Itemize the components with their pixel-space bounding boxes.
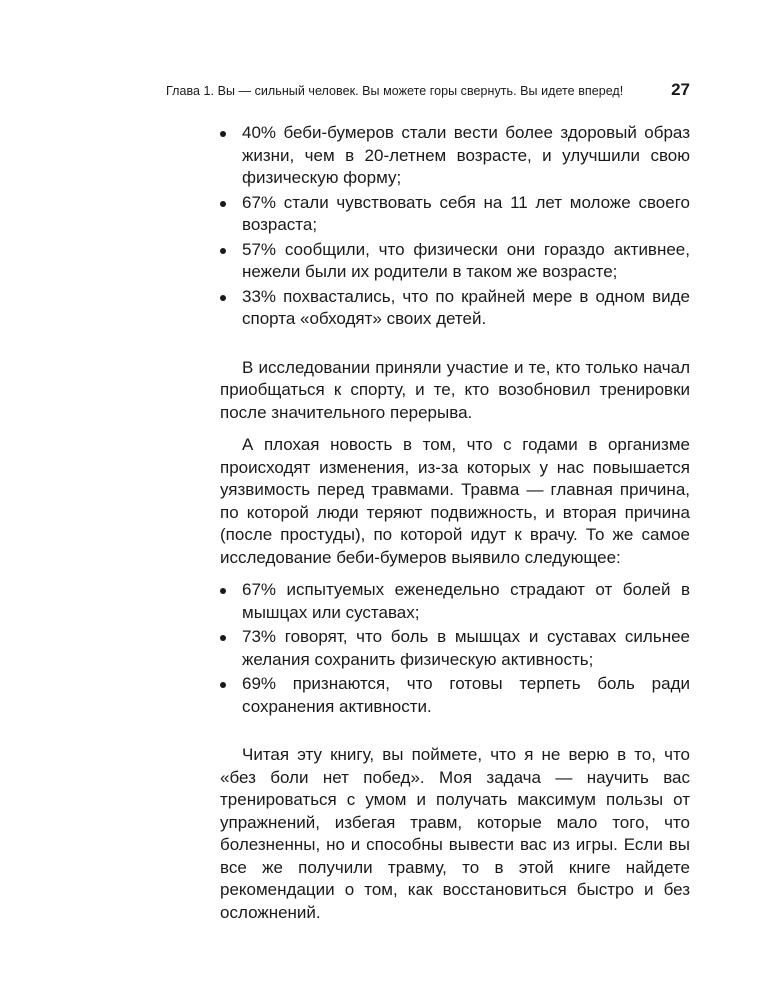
bullet-icon	[220, 588, 226, 594]
bullet-icon	[220, 131, 226, 137]
paragraph-book-purpose: Читая эту книгу, вы поймете, что я не верю в то, что «без боли нет побед». Моя задача — научить вас тренироваться с умом и получать максимум пользы от упражнений, избегая травм, которые мало того, что болезненны, но и способны вывести вас из игры. Если вы все же получили травму, то в этой книге найдете рекомендации о том, как восстановиться быстро и без осложнений.	[220, 745, 690, 922]
running-title: Глава 1. Вы — сильный человек. Вы можете горы свернуть. Вы идете вперед!	[166, 84, 624, 98]
bullet-list-survey-benefits	[220, 122, 690, 331]
bullet-list-survey-pain	[220, 579, 690, 718]
list-item	[220, 673, 690, 718]
list-item	[220, 626, 690, 671]
list-item-text: 40% беби-бумеров стали вести более здоровый образ жизни, чем в 20-летнем возрасте, и улучшили свою физическую форму;	[242, 123, 690, 187]
paragraph-participants: В исследовании приняли участие и те, кто только начал приобщаться к спорту, и те, кто возобновил тренировки после значительного перерыва.	[220, 357, 690, 422]
page-number: 27	[671, 80, 690, 99]
paragraph-bad-news: А плохая новость в том, что с годами в организме происходят изменения, из-за которых у нас повышается уязвимость перед травмами. Травма — главная причина, по которой люди теряют подвижность, и вторая причина (после простуды), по которой идут к врачу. То же самое исследование беби-бумеров выявило следующее:	[220, 435, 690, 567]
list-item-text: 33% похвастались, что по крайней мере в одном виде спорта «обходят» своих детей.	[242, 286, 690, 328]
list-item-text: 57% сообщили, что физически они гораздо активнее, нежели были их родители в таком же возрасте;	[242, 239, 690, 281]
bullet-icon	[220, 682, 226, 688]
page-body	[220, 122, 690, 924]
bullet-icon	[220, 295, 226, 301]
list-item	[220, 579, 690, 624]
bullet-icon	[220, 201, 226, 207]
bullet-icon	[220, 248, 226, 254]
list-item	[220, 122, 690, 190]
list-item-text: 67% испытуемых еженедельно страдают от болей в мышцах или суставах;	[242, 580, 690, 622]
list-item	[220, 192, 690, 237]
list-item	[220, 286, 690, 331]
bullet-icon	[220, 635, 226, 641]
list-item-text: 67% стали чувствовать себя на 11 лет моложе своего возраста;	[242, 192, 690, 234]
list-item-text: 69% признаются, что готовы терпеть боль ради сохранения активности.	[242, 674, 690, 716]
list-item-text: 73% говорят, что боль в мышцах и суставах сильнее желания сохранить физическую активность;	[242, 627, 690, 669]
running-header	[166, 80, 690, 104]
list-item	[220, 239, 690, 284]
